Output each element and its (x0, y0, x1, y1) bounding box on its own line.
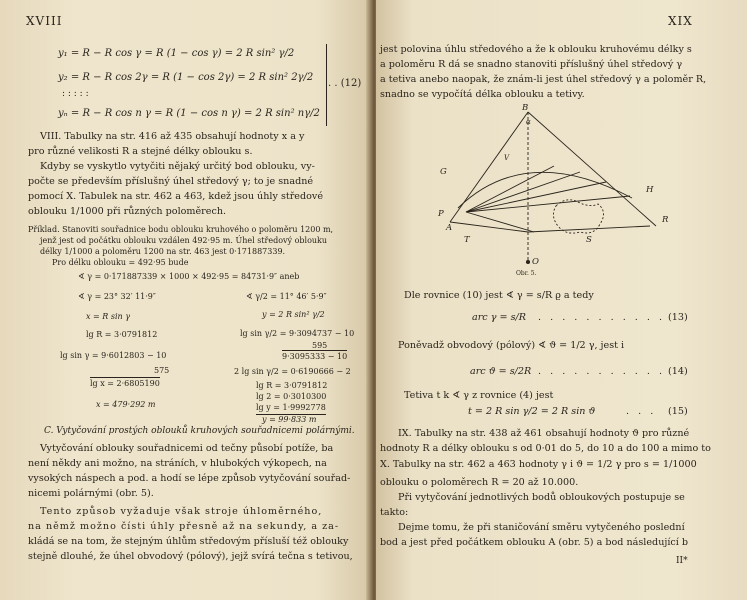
formula-number-12: . . (12) (328, 78, 362, 89)
calc-right-line: lg R = 3·0791812 (256, 381, 328, 390)
eq14-number: (14) (668, 366, 688, 377)
para-ix-line: IX. Tabulky na str. 438 až 461 obsahují hodnoty ϑ pro různé (398, 428, 690, 439)
figure-label: A (446, 223, 453, 233)
eq14: arc ϑ = s/2R (470, 366, 532, 377)
tangent-line-left (450, 112, 528, 222)
calc-left-line: lg R = 3·0791812 (86, 330, 158, 339)
para-viii-line: pro různé velikosti R a stejné délky oblouku s. (28, 146, 253, 157)
para-c-line: kládá se na tom, že stejným úhlům středovým přísluší též oblouky (28, 536, 349, 547)
para-ix-line: bod a jest před počátkem oblouku A (obr. 5) a bod následující b (380, 537, 689, 548)
calc-left-line: x = R sin γ (86, 312, 131, 321)
formula-y1: y₁ = R − R cos γ = R (1 − cos γ) = 2 R sin² γ/2 (58, 48, 295, 59)
eq13: arc γ = s/R (472, 312, 526, 323)
section-c-heading: C. Vytyčování prostých oblouků kruhových souřadnicemi polárnými. (44, 426, 355, 436)
figure-caption: Obr. 5. (516, 270, 537, 277)
figure-label: T (464, 235, 470, 245)
calc-left-line: ∢ γ = 0·171887339 × 1000 × 492·95 = 84731·9″ aneb (78, 272, 300, 281)
right-page (376, 0, 747, 600)
figure-label: B (522, 103, 529, 113)
example-line: Příklad. Stanoviti souřadnice bodu oblouku kruhového o poloměru 1200 m, (28, 225, 334, 234)
eq15-lead: Tetiva t k ∢ γ z rovnice (4) jest (404, 390, 554, 401)
eq15: t = 2 R sin γ/2 = 2 R sin ϑ (468, 406, 596, 417)
para-c-line: vysokých náspech a pod. a hodí se lépe způsob vytyčování souřad- (28, 473, 351, 484)
calc-left-line: 575 (154, 366, 170, 375)
calc-left-line: lg x = 2·6805190 (90, 379, 160, 388)
signature-mark: II* (676, 556, 688, 566)
para-ix-line: takto: (380, 507, 409, 518)
example-line: jenž jest od počátku oblouku vzdálen 492·95 m. Úhel středový oblouku (40, 236, 328, 245)
calc-right-line: lg sin γ/2 = 9·3094737 − 10 (240, 329, 355, 338)
para-c-line: není někdy ani možno, na stráních, v hlubokých výkopech, na (28, 458, 327, 469)
figure-5-diagram (436, 102, 706, 280)
example-line: délky 1/1000 a poloměru 1200 na str. 463 jest 0·171887339. (40, 247, 286, 256)
left-page (0, 0, 372, 600)
calc-right-line: 9·3095333 − 10 (282, 352, 348, 361)
calc-right-line: lg y = 1·9992778 (256, 402, 326, 415)
calc-right-line: ∢ γ/2 = 11° 46′ 5·9″ (246, 292, 327, 301)
eq13-lead: Dle rovnice (10) jest ∢ γ = s/R ϱ a tedy (404, 290, 594, 301)
calc-right-line: 595 (312, 341, 328, 350)
para-viii-line: pomocí X. Tabulek na str. 462 a 463, kdež jsou úhly středové (28, 191, 324, 202)
formula-y2: y₂ = R − R cos 2γ = R (1 − cos 2γ) = 2 R sin² 2γ/2 (58, 72, 314, 83)
para-c-line: nicemi polárnými (obr. 5). (28, 488, 154, 499)
para-c-line: Vytyčování oblouky souřadnicemi od tečny působí potíže, ba (40, 443, 334, 454)
para-ix-line: Při vytyčování jednotlivých bodů obloukových postupuje se (398, 492, 685, 503)
para-viii-line: Kdyby se vyskytlo vytyčiti nějaký určitý bod oblouku, vy- (40, 161, 315, 172)
calc-left-line: x = 479·292 m (96, 400, 156, 409)
eq13-number: (13) (668, 312, 688, 323)
obstacle-area (553, 200, 603, 233)
intro-line: snadno se vypočítá délka oblouku a tetivy. (380, 89, 585, 100)
para-viii-line: VIII. Tabulky na str. 416 až 435 obsahují hodnoty x a y (40, 131, 305, 142)
figure-label: P (438, 209, 444, 219)
formula-ellipsis: : : : : : (62, 89, 89, 99)
calc-right-line: lg 2 = 0·3010300 (256, 392, 327, 401)
calc-right-line: 2 lg sin γ/2 = 0·6190666 − 2 (234, 367, 351, 376)
formula-yn: yₙ = R − R cos n γ = R (1 − cos n γ) = 2 R sin² nγ/2 (58, 108, 320, 119)
figure-label: V (504, 154, 510, 162)
para-ix-line: hodnoty R a délky oblouku s od 0·01 do 5, do 10 a do 100 a mimo to (380, 443, 711, 454)
chord-line (528, 226, 650, 232)
calc-right-line: y = 99·833 m (262, 415, 317, 424)
figure-label: S (586, 235, 592, 245)
eq14-lead: Poněvadž obvodový (pólový) ∢ ϑ = 1/2 γ, jest i (398, 340, 625, 351)
tangent-line-right (528, 112, 656, 226)
eq15-leader: . . . (626, 406, 657, 417)
intro-line: jest polovina úhlu středového a že k oblouku kruhovému délky s (380, 44, 692, 55)
para-ix-line: oblouku o poloměrech R = 20 až 10.000. (380, 477, 579, 488)
eq14-leader: . . . . . . . . . . . (538, 366, 666, 377)
eq15-number: (15) (668, 406, 688, 417)
para-ix-line: Dejme tomu, že při staničování směru vytyčeného poslední (398, 522, 685, 533)
example-line: Pro délku oblouku = 492·95 bude (52, 258, 189, 267)
figure-label: O (532, 257, 539, 267)
para-c-line: na němž možno čísti úhly přesně až na sekundy, a za- (28, 521, 340, 532)
para-viii-line: počte se především příslušný úhel středový γ; to je snadné (28, 176, 314, 187)
eq13-leader: . . . . . . . . . . . (538, 312, 666, 323)
figure-label: α (526, 118, 531, 126)
right-page-number: XIX (668, 14, 693, 28)
formula-brace (322, 44, 327, 126)
para-c-line: stejně dlouhé, že úhel obvodový (pólový), jejž svírá tečna s tetivou, (28, 551, 353, 562)
figure-label: G (440, 167, 447, 177)
figure-label: R (662, 215, 669, 225)
calc-right-line: y = 2 R sin² γ/2 (262, 310, 325, 319)
intro-line: a tetiva anebo naopak, že znám-li jest úhel středový γ a poloměr R, (380, 74, 707, 85)
para-viii-line: oblouku 1/1000 při různých poloměrech. (28, 206, 227, 217)
para-ix-line: X. Tabulky na str. 462 a 463 hodnoty γ i ϑ = 1/2 γ pro s = 1/1000 (380, 459, 697, 470)
calc-left-line: ∢ γ = 23° 32′ 11·9″ (78, 292, 156, 301)
para-c-line: Tento způsob vyžaduje však stroje úhloměrného, (40, 506, 323, 517)
intro-line: a poloměru R dá se snadno stanoviti příslušný úhel středový γ (380, 59, 683, 70)
left-page-number: XVIII (26, 14, 63, 28)
figure-label: H (646, 185, 654, 195)
calc-left-line: lg sin γ = 9·6012803 − 10 (60, 351, 167, 360)
